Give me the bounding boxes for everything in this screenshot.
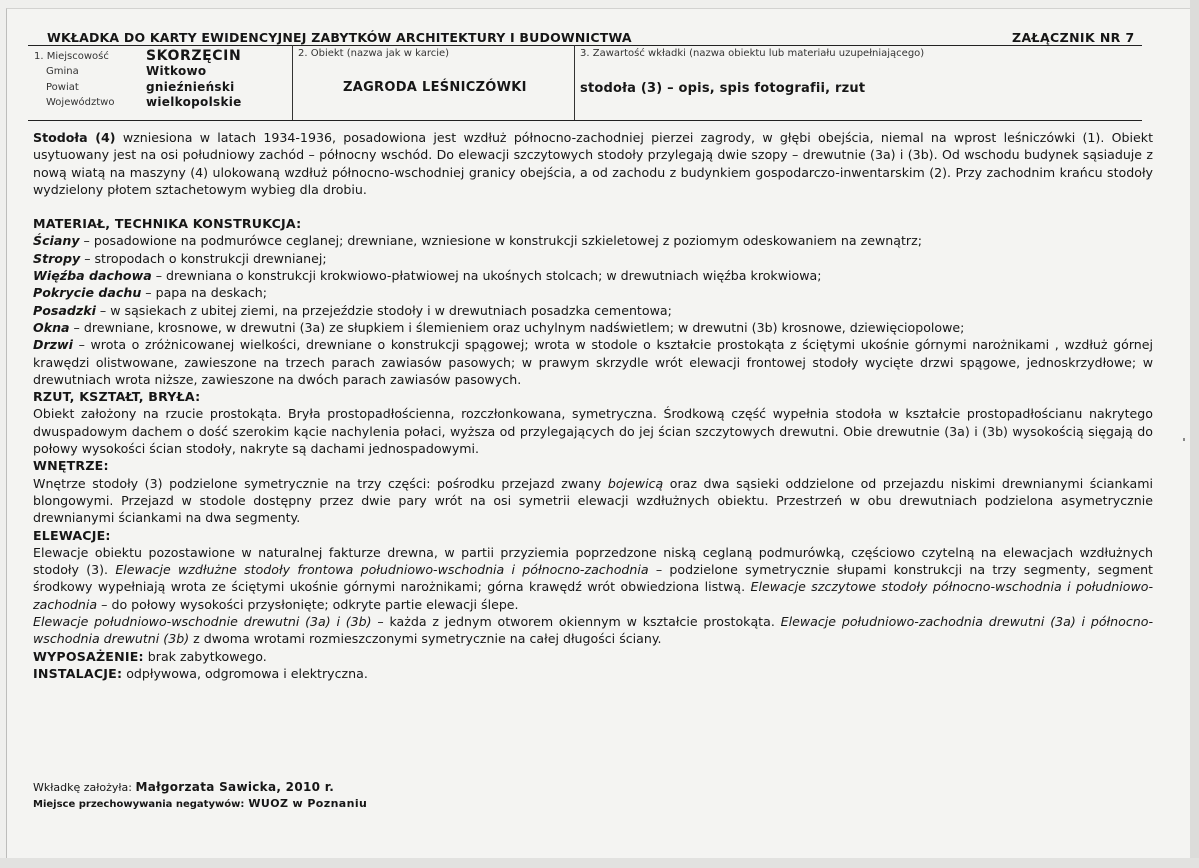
material-windows: Okna – drewniane, krosnowe, w drewutni (3a) ze słupkiem i ślemieniem oraz uchylnym nadświetlem; w drewutni (3b) krosnowe, dziewięciopolowe; — [33, 319, 965, 335]
elewacje-paragraph-2: Elewacje południowo-wschodnie drewutni (3a) i (3b) – każda z jednym otworem okiennym w kształcie prostokąta. Elewacje południowo-zachodnia drewutni (3a) i północno-wschodnia drewutni (3b) z dwoma wrotami rozmieszczonymi symetrycznie na całej długości ściany. — [33, 614, 1153, 647]
location-label: 1. Miejscowość — [34, 51, 109, 62]
rzut-text: Obiekt założony na rzucie prostokąta. Bryła prostopadłościenna, rozczłonkowana, symetryczna. Środkową część wypełnia stodoła w kształcie prostopadłościanu nakrytego dwuspadowym dachem o dość szerokim kącie nachylenia połaci, wyższa od przylegających do jej ścian szczytowych drewutni. Obie drewutnie (3a) i (3b) wysokością sięgają do połowy wysokości ścian stodoły, nakryte są dachami jednospadowymi. — [33, 406, 1153, 457]
wojewodztwo-label: Województwo — [46, 97, 115, 108]
object-label: 2. Obiekt (nazwa jak w karcie) — [298, 48, 450, 59]
wojewodztwo-value: wielkopolskie — [146, 95, 242, 109]
gmina-value: Witkowo — [146, 64, 207, 78]
material-roof-truss: Więźba dachowa – drewniana o konstrukcji krokwiowo-płatwiowej na ukośnych stolcach; w drewutniach więźba krokwiowa; — [33, 268, 822, 284]
scan-edge-bottom — [0, 858, 1199, 868]
column-divider-1 — [292, 45, 293, 120]
content-name: stodoła (3) – opis, spis fotografii, rzut — [580, 81, 866, 96]
location-value: SKORZĘCIN — [146, 48, 242, 64]
form-title: WKŁADKA DO KARTY EWIDENCYJNEJ ZABYTKÓW ARCHITEKTURY I BUDOWNICTWA — [47, 30, 632, 45]
header-rule-top — [28, 45, 1142, 46]
author-line: Wkładkę założyła: Małgorzata Sawicka, 2010 r. — [33, 780, 335, 794]
elewacje-heading: ELEWACJE: — [33, 527, 111, 543]
content-label: 3. Zawartość wkładki (nazwa obiektu lub materiału uzupełniającego) — [580, 48, 925, 59]
gmina-label: Gmina — [46, 66, 79, 77]
material-floors: Posadzki – w sąsiekach z ubitej ziemi, na przejeździe stodoły i w drewutniach posadzka cementowa; — [33, 302, 672, 318]
wnetrze-text: Wnętrze stodoły (3) podzielone symetrycznie na trzy części: pośrodku przejazd zwany bojewicą oraz dwa sąsieki oddzielone od przejazdu niskimi drewnianymi ściankami blongowymi. Przejazd w stodole dostępny przez dwie pary wrót na osi symetrii elewacji wzdłużnych obiektu. Przestrzeń w obu drewutniach podzielona asymetrycznie drewnianymi ściankami na dwa segmenty. — [33, 475, 1153, 526]
intro-paragraph — [33, 129, 1153, 198]
header-rule-bottom — [28, 120, 1142, 121]
column-divider-2 — [574, 45, 575, 120]
scan-edge-right — [1190, 0, 1199, 868]
storage-place: WUOZ w Poznaniu — [248, 797, 368, 810]
instalacje-line: INSTALACJE: odpływowa, odgromowa i elektryczna. — [33, 665, 368, 681]
material-heading: MATERIAŁ, TECHNIKA KONSTRUKCJA: — [33, 216, 302, 232]
material-roofing: Pokrycie dachu – papa na deskach; — [33, 285, 267, 301]
wyposazenie-line: WYPOSAŻENIE: brak zabytkowego. — [33, 648, 267, 664]
description-body — [33, 129, 1153, 682]
annex-number: ZAŁĄCZNIK NR 7 — [1012, 30, 1135, 45]
storage-line: Miejsce przechowywania negatywów: WUOZ w Poznaniu — [33, 797, 368, 810]
powiat-label: Powiat — [46, 82, 79, 93]
rzut-heading: RZUT, KSZTAŁT, BRYŁA: — [33, 389, 201, 405]
material-walls: Ściany – posadowione na podmurówce ceglanej; drewniane, wzniesione w konstrukcji szkieletowej z poziomym odeskowaniem na zewnątrz; — [33, 233, 922, 249]
elewacje-paragraph-1: Elewacje obiektu pozostawione w naturalnej fakturze drewna, w partii przyziemia poprzedzone niską ceglaną podmurówką, częściowo czytelną na elewacjach wzdłużnych stodoły (3). Elewacje wzdłużne stodoły frontowa południowo-wschodnia i północno-zachodnia – podzielone symetrycznie słupami konstrukcji na trzy segmenty, segment środkowy wypełniają wrota ze ściętymi ukośnie górnymi narożnikami; górna krawędź wrót obwiedziona listwą. Elewacje szczytowe stodoły północno-wschodnia i południowo-zachodnia – do połowy wysokości przysłonięte; odkryte partie elewacji ślepe. — [33, 544, 1154, 612]
object-name: ZAGRODA LEŚNICZÓWKI — [343, 80, 527, 95]
scan-speck — [1183, 438, 1185, 441]
intro-text: wzniesiona w latach 1934-1936, posadowiona jest wzdłuż północno-zachodniej pierzei zagrody, w głębi obejścia, niemal na wprost leśniczówki (1). Obiekt usytuowany jest na osi południowy zachód – północny wschód. Do elewacji szczytowych stodoły przylegają dwie szopy – drewutnie (3a) i (3b). Od wschodu budynek sąsiaduje z nową wiatą na maszyny (4) ulokowaną wzdłuż północno-wschodniej granicy obejścia, a od zachodu z budynkiem gospodarczo-inwentarskim (2). Przy zachodnim krańcu stodoły wydzielony płotem sztachetowym wybieg dla drobiu. — [33, 130, 1154, 197]
wnetrze-heading: WNĘTRZE: — [33, 458, 109, 474]
author-name: Małgorzata Sawicka, 2010 r. — [135, 780, 335, 794]
intro-lead: Stodoła (4) — [33, 130, 116, 145]
material-doors: Drzwi – wrota o zróżnicowanej wielkości, drewniane o konstrukcji spągowej; wrota w stodole o kształcie prostokąta z ściętymi ukośnie górnymi narożnikami , wzdłuż górnej krawędzi olistwowane, zawieszone na trzech parach zawiasów pasowych; w prawym skrzydle wrót elewacji frontowej stodoły wycięte drzwi spągowe, jednoskrzydłowe; w drewutniach wrota niższe, zawieszone na dwóch parach zawiasów pasowych. — [33, 337, 1153, 387]
material-ceilings: Stropy – stropodach o konstrukcji drewnianej; — [33, 250, 327, 266]
powiat-value: gnieźnieński — [146, 80, 235, 94]
